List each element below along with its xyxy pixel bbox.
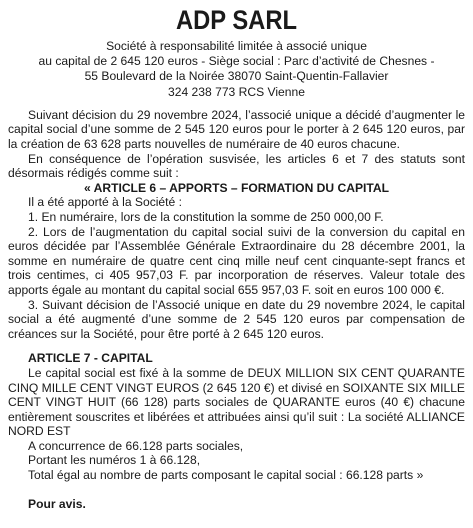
article7-title: ARTICLE 7 - CAPITAL — [28, 351, 153, 366]
decision-paragraph: Suivant décision du 29 novembre 2024, l’associé unique a décidé d’augmenter le capital social d’une somme de 2 545 120 euros pour le porter à 2 645 120 euros, par la création de 63 628 parts nouvelles de numéraire de 40 euros chacune. — [8, 107, 465, 151]
article6-title: « ARTICLE 6 – APPORTS – FORMATION DU CAPITAL — [83, 180, 390, 195]
notice-body — [8, 108, 465, 511]
consequence-paragraph: En conséquence de l’opération susvisée, les articles 6 et 7 des statuts sont désormais rédigés comme suit : — [8, 151, 465, 181]
signoff: Pour avis. — [28, 496, 86, 511]
article7-line-1: A concurrence de 66.128 parts sociales, — [28, 438, 244, 453]
company-header — [8, 39, 465, 100]
header-line-legal-form: Société à responsabilité limitée à associé unique — [106, 39, 367, 53]
article7-line-2: Portant les numéros 1 à 66.128, — [28, 453, 201, 468]
article6-intro: Il a été apporté à la Société : — [28, 195, 182, 210]
article6-item-1: 1. En numéraire, lors de la constitution la somme de 250 000,00 F. — [28, 209, 384, 224]
article7-text: Le capital social est fixé à la somme de DEUX MILLION SIX CENT QUARANTE CINQ MILLE CENT VINGT EUROS (2 645 120 €) et divisé en SOIXANTE SIX MILLE CENT VINGT HUIT (66 128) parts sociales de QUARANTE euros (40 €) chacune entièrement souscrites et libérées et attribuées ainsi qu’il suit : La société ALLIANCE NORD EST — [8, 365, 465, 439]
article7-line-3: Total égal au nombre de parts composant le capital social : 66.128 parts » — [28, 468, 424, 483]
header-line-capital: au capital de 2 645 120 euros - Siège social : Parc d’activité de Chesnes - — [38, 54, 435, 69]
company-name: ADP SARL — [175, 5, 298, 35]
article6-item-3: 3. Suivant décision de l’Associé unique en date du 29 novembre 2024, le capital social a été augmenté d’une somme de 2 545 120 euros par compensation de créances sur la Société, pour être porté à 2 645 120 euros. — [8, 297, 465, 341]
header-line-address: 55 Boulevard de la Noirée 38070 Saint-Quentin-Fallavier — [84, 69, 389, 84]
article6-item-2: 2. Lors de l’augmentation du capital social suivi de la conversion du capital en euros décidée par l’Assemblée Générale Extraordinaire du 28 décembre 2001, la somme en numéraire de quatre cent cinq mille neuf cent cinquante-sept francs et trois centimes, ci 405 957,03 F. par incorporation de réserves. Valeur totale des apports égale au montant du capital social 655 957,03 F. soit en euros 100 000 €. — [8, 224, 465, 297]
spacer — [8, 483, 465, 497]
header-line-rcs: 324 238 773 RCS Vienne — [168, 84, 305, 99]
